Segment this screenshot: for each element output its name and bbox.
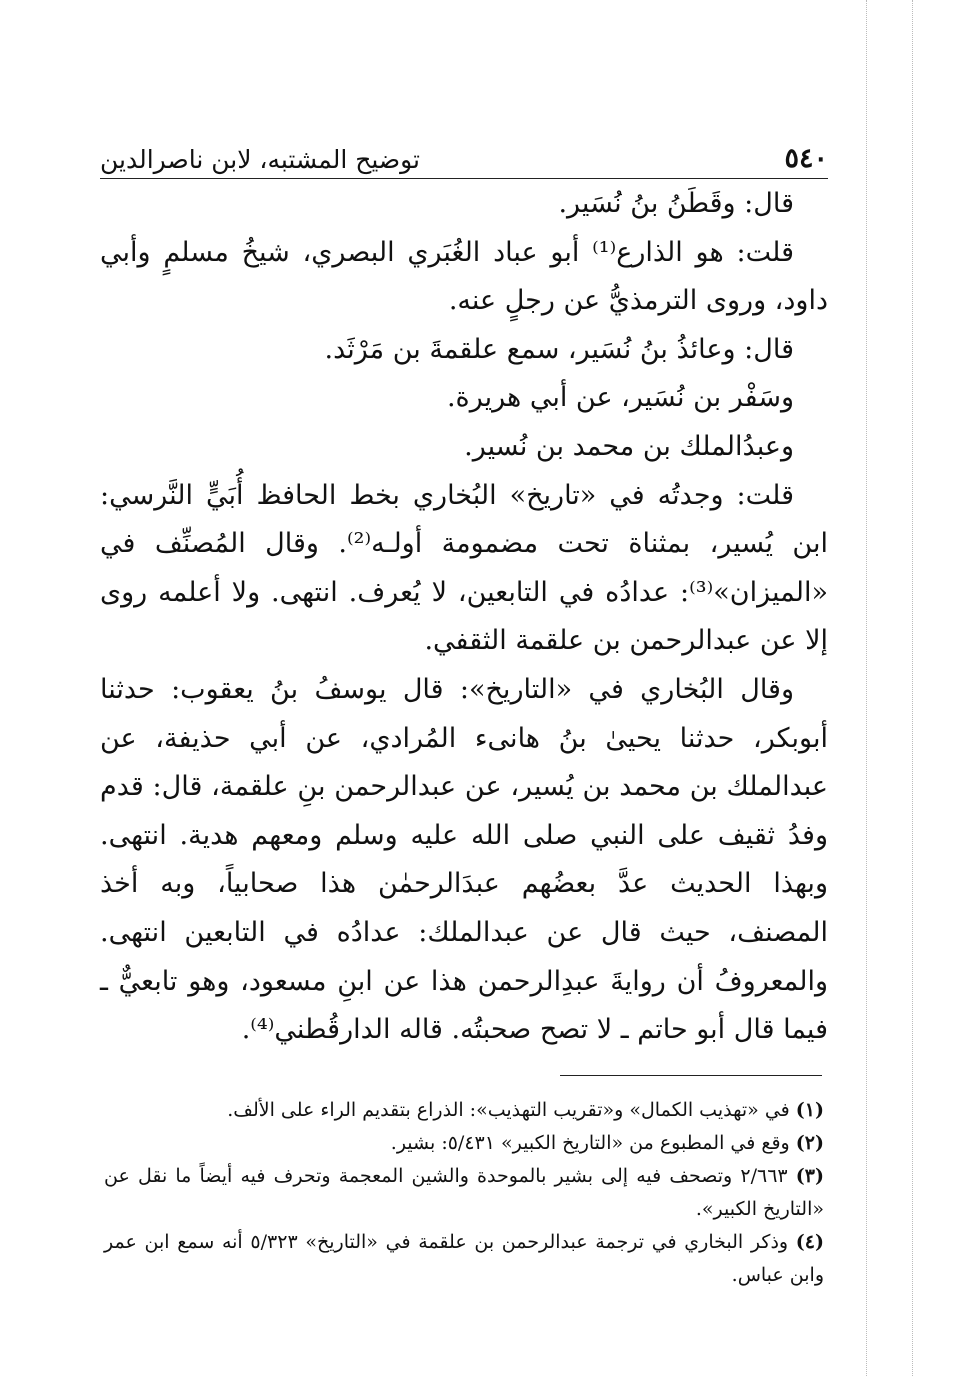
- footnote-number: (١): [795, 1099, 824, 1121]
- footnote-text: ٢/٦٦٣ وتصحف فيه إلى بشير بالموحدة والشين المعجمة وتحرف فيه أيضاً ما نقل عن «التاريخ الكبير».: [104, 1165, 824, 1220]
- page-number: ٥٤٠: [784, 143, 828, 174]
- main-text: [100, 180, 828, 1055]
- footnote-number: (٤): [795, 1231, 824, 1253]
- footnote: [104, 1094, 824, 1127]
- header-rule: [100, 178, 828, 179]
- footnote-number: (٣): [795, 1165, 824, 1187]
- paragraph: وعبدُالملك بن محمد بن نُسير.: [464, 430, 794, 462]
- footnote-number: (٢): [795, 1132, 824, 1154]
- footnote: [104, 1226, 824, 1292]
- page-header: [100, 118, 828, 174]
- scan-edge-line: [866, 0, 867, 1376]
- footnote-rule: [560, 1075, 822, 1076]
- footnote: [104, 1127, 824, 1160]
- paragraph: قال: وقَطَنُ بنُ نُسَير.: [558, 188, 794, 219]
- paragraph: قلت: وجدتُه في «تاريخ» البُخاري بخط الحافظ أُبَيٍّ النَّرسي: ابن يُسير، بمثناة تحت مضمومة أولـه⁽²⁾. وقال المُصنِّف في «الميزان»⁽³⁾: عدادُه في التابعين، لا يُعرف. انتهى. ولا أعلمه روى إلا عن عبدالرحمن بن علقمة الثقفي.: [100, 479, 828, 657]
- scan-edge-line: [912, 0, 913, 1376]
- paragraph: وقال البُخاري في «التاريخ»: قال يوسفُ بنُ يعقوب: حدثنا أبوبكر، حدثنا يحيىٰ بنُ هانىء المُرادي، عن أبي حذيفة، عن عبدالملك بن محمد بن يُسير، عن عبدالرحمن بنِ علقمة، قال: قدم وفدُ ثقيف على النبي صلى الله عليه وسلم ومعهم هدية. انتهى. وبهذا الحديث عدَّ بعضُهم عبدَالرحمٰن هذا صحابياً، وبه أخذ المصنف، حيث قال عن عبدالملك: عدادُه في التابعين انتهى. والمعروفُ أن روايةَ عبدِالرحمن هذا عن ابنِ مسعود، وهو تابعيٌّ ـ فيما قال أبو حاتم ـ لا تصح صحبتُه. قاله الدارقُطني⁽⁴⁾.: [100, 673, 828, 1046]
- paragraph: قال: وعائذُ بنُ نُسَير، سمع علقمةَ بن مَرْثَد.: [324, 333, 794, 365]
- paragraph: قلت: هو الذارع⁽¹⁾ أبو عباد الغُبَري البصري، شيخُ مسلمٍ وأبي داود، وروى الترمذيُّ عن رجلٍ عنه.: [100, 236, 828, 317]
- footnote-text: وذكر البخاري في ترجمة عبدالرحمن بن علقمة في «التاريخ» ٥/٣٢٣ أنه سمع ابن عمر وابن عباس.: [104, 1231, 824, 1286]
- running-title: توضيح المشتبه، لابن ناصرالدين: [100, 145, 421, 174]
- footnote-text: في «تهذيب الكمال» و«تقريب التهذيب»: الذراع بتقديم الراء على الألف.: [227, 1099, 790, 1121]
- footnotes: [104, 1094, 824, 1292]
- paragraph: وسَفْر بن نُسَير، عن أبي هريرة.: [446, 382, 794, 414]
- footnote: [104, 1160, 824, 1226]
- footnote-text: وقع في المطبوع من «التاريخ الكبير» ٥/٤٣١: بشير.: [390, 1132, 790, 1154]
